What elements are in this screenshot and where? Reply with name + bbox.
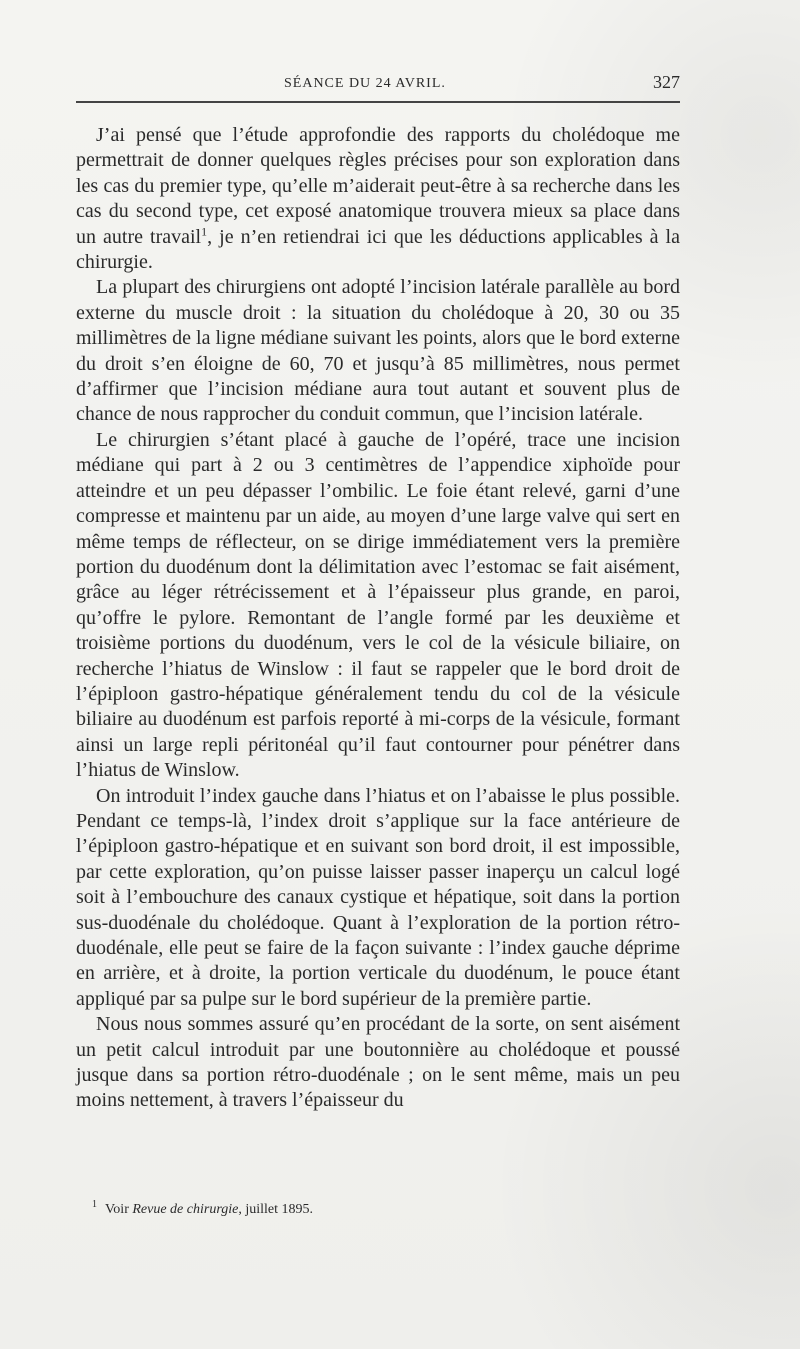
paragraph-1-text-a: J’ai pensé que l’étude approfondie des rapports du cholédoque me permettrait de donner quelques règles précises pour son exploration dans les cas du premier type, qu’elle m’aiderait peut-être à sa recherche dans les cas du second type, cet exposé anatomique trouvera mieux sa place dans un autre travail xyxy=(76,124,680,248)
footnote-text-before: Voir xyxy=(105,1202,133,1217)
paragraph-2: La plupart des chirurgiens ont adopté l’incision latérale parallèle au bord externe du muscle droit : la situation du cholédoque à 20, 30 ou 35 millimètres de la ligne médiane suivant les points, alors que le bord externe du droit s’en éloigne de 60, 70 et jusqu’à 85 millimètres, nous permet d’affirmer que l’incision médiane aura tout autant et souvent plus de chance de nous rapprocher du conduit commun, que l’incision latérale. xyxy=(76,276,680,426)
page-number: 327 xyxy=(653,72,680,92)
footnote-text-after: , juillet 1895. xyxy=(238,1202,314,1217)
running-head: SÉANCE DU 24 AVRIL. xyxy=(284,76,446,91)
footnote-journal-title: Revue de chirurgie xyxy=(132,1202,239,1217)
paragraph-3: Le chirurgien s’étant placé à gauche de l’opéré, trace une incision médiane qui part à 2 ou 3 centimètres de l’appendice xiphoïde pour atteindre et un peu dépasser l’ombilic. Le foie étant relevé, garni d’une compresse et maintenu par un aide, au moyen d’une large valve qui sert en même temps de réflecteur, on se dirige immédiatement vers la première portion du duodénum dont la délimitation avec l’estomac se fait aisément, grâce au léger rétrécissement et à l’épaisseur plus grande, en paroi, qu’offre le pylore. Remontant de l’angle formé par les deuxième et troisième portions du duodénum, vers le col de la vésicule biliaire, on recherche l’hiatus de Winslow : il faut se rappeler que le bord droit de l’épiploon gastro-hépatique généralement tendu du col de la vésicule biliaire au duodénum est parfois reporté à mi-corps de la vésicule, formant ainsi un large repli péritonéal qu’il faut contourner pour pénétrer dans l’hiatus de Winslow. xyxy=(76,428,680,782)
paragraph-4: On introduit l’index gauche dans l’hiatus et on l’abaisse le plus possible. Pendant ce temps-là, l’index droit s’applique sur la face antérieure de l’épiploon gastro-hépatique et en suivant son bord droit, il est impossible, par cette exploration, qu’on puisse laisser passer inaperçu un calcul logé soit à l’embouchure des canaux cystique et hépatique, soit dans la portion sus-duodénale du cholédoque. Quant à l’exploration de la portion rétro-duodénale, elle peut se faire de la façon suivante : l’index gauche déprime en arrière, et à droite, la portion verticale du duodénum, le pouce étant appliqué par sa pulpe sur le bord supérieur de la première partie. xyxy=(76,784,680,1010)
page-header xyxy=(76,72,680,98)
paragraph-1-text-b: , je n’en retiendrai ici que les déductions applicables à la chirurgie. xyxy=(76,225,680,274)
body-text xyxy=(76,123,680,1114)
footnote-mark: 1 xyxy=(92,1199,97,1211)
footnote-reference: 1 xyxy=(201,223,208,238)
header-rule xyxy=(76,101,680,103)
paragraph-5: Nous nous sommes assuré qu’en procédant de la sorte, on sent aisément un petit calcul introduit par une boutonnière au cholédoque et poussé jusque dans sa portion rétro-duodénale ; on le sent même, mais un peu moins nettement, à travers l’épaisseur du xyxy=(76,1013,680,1112)
paragraph-1 xyxy=(76,123,680,275)
footnote xyxy=(92,1201,680,1219)
